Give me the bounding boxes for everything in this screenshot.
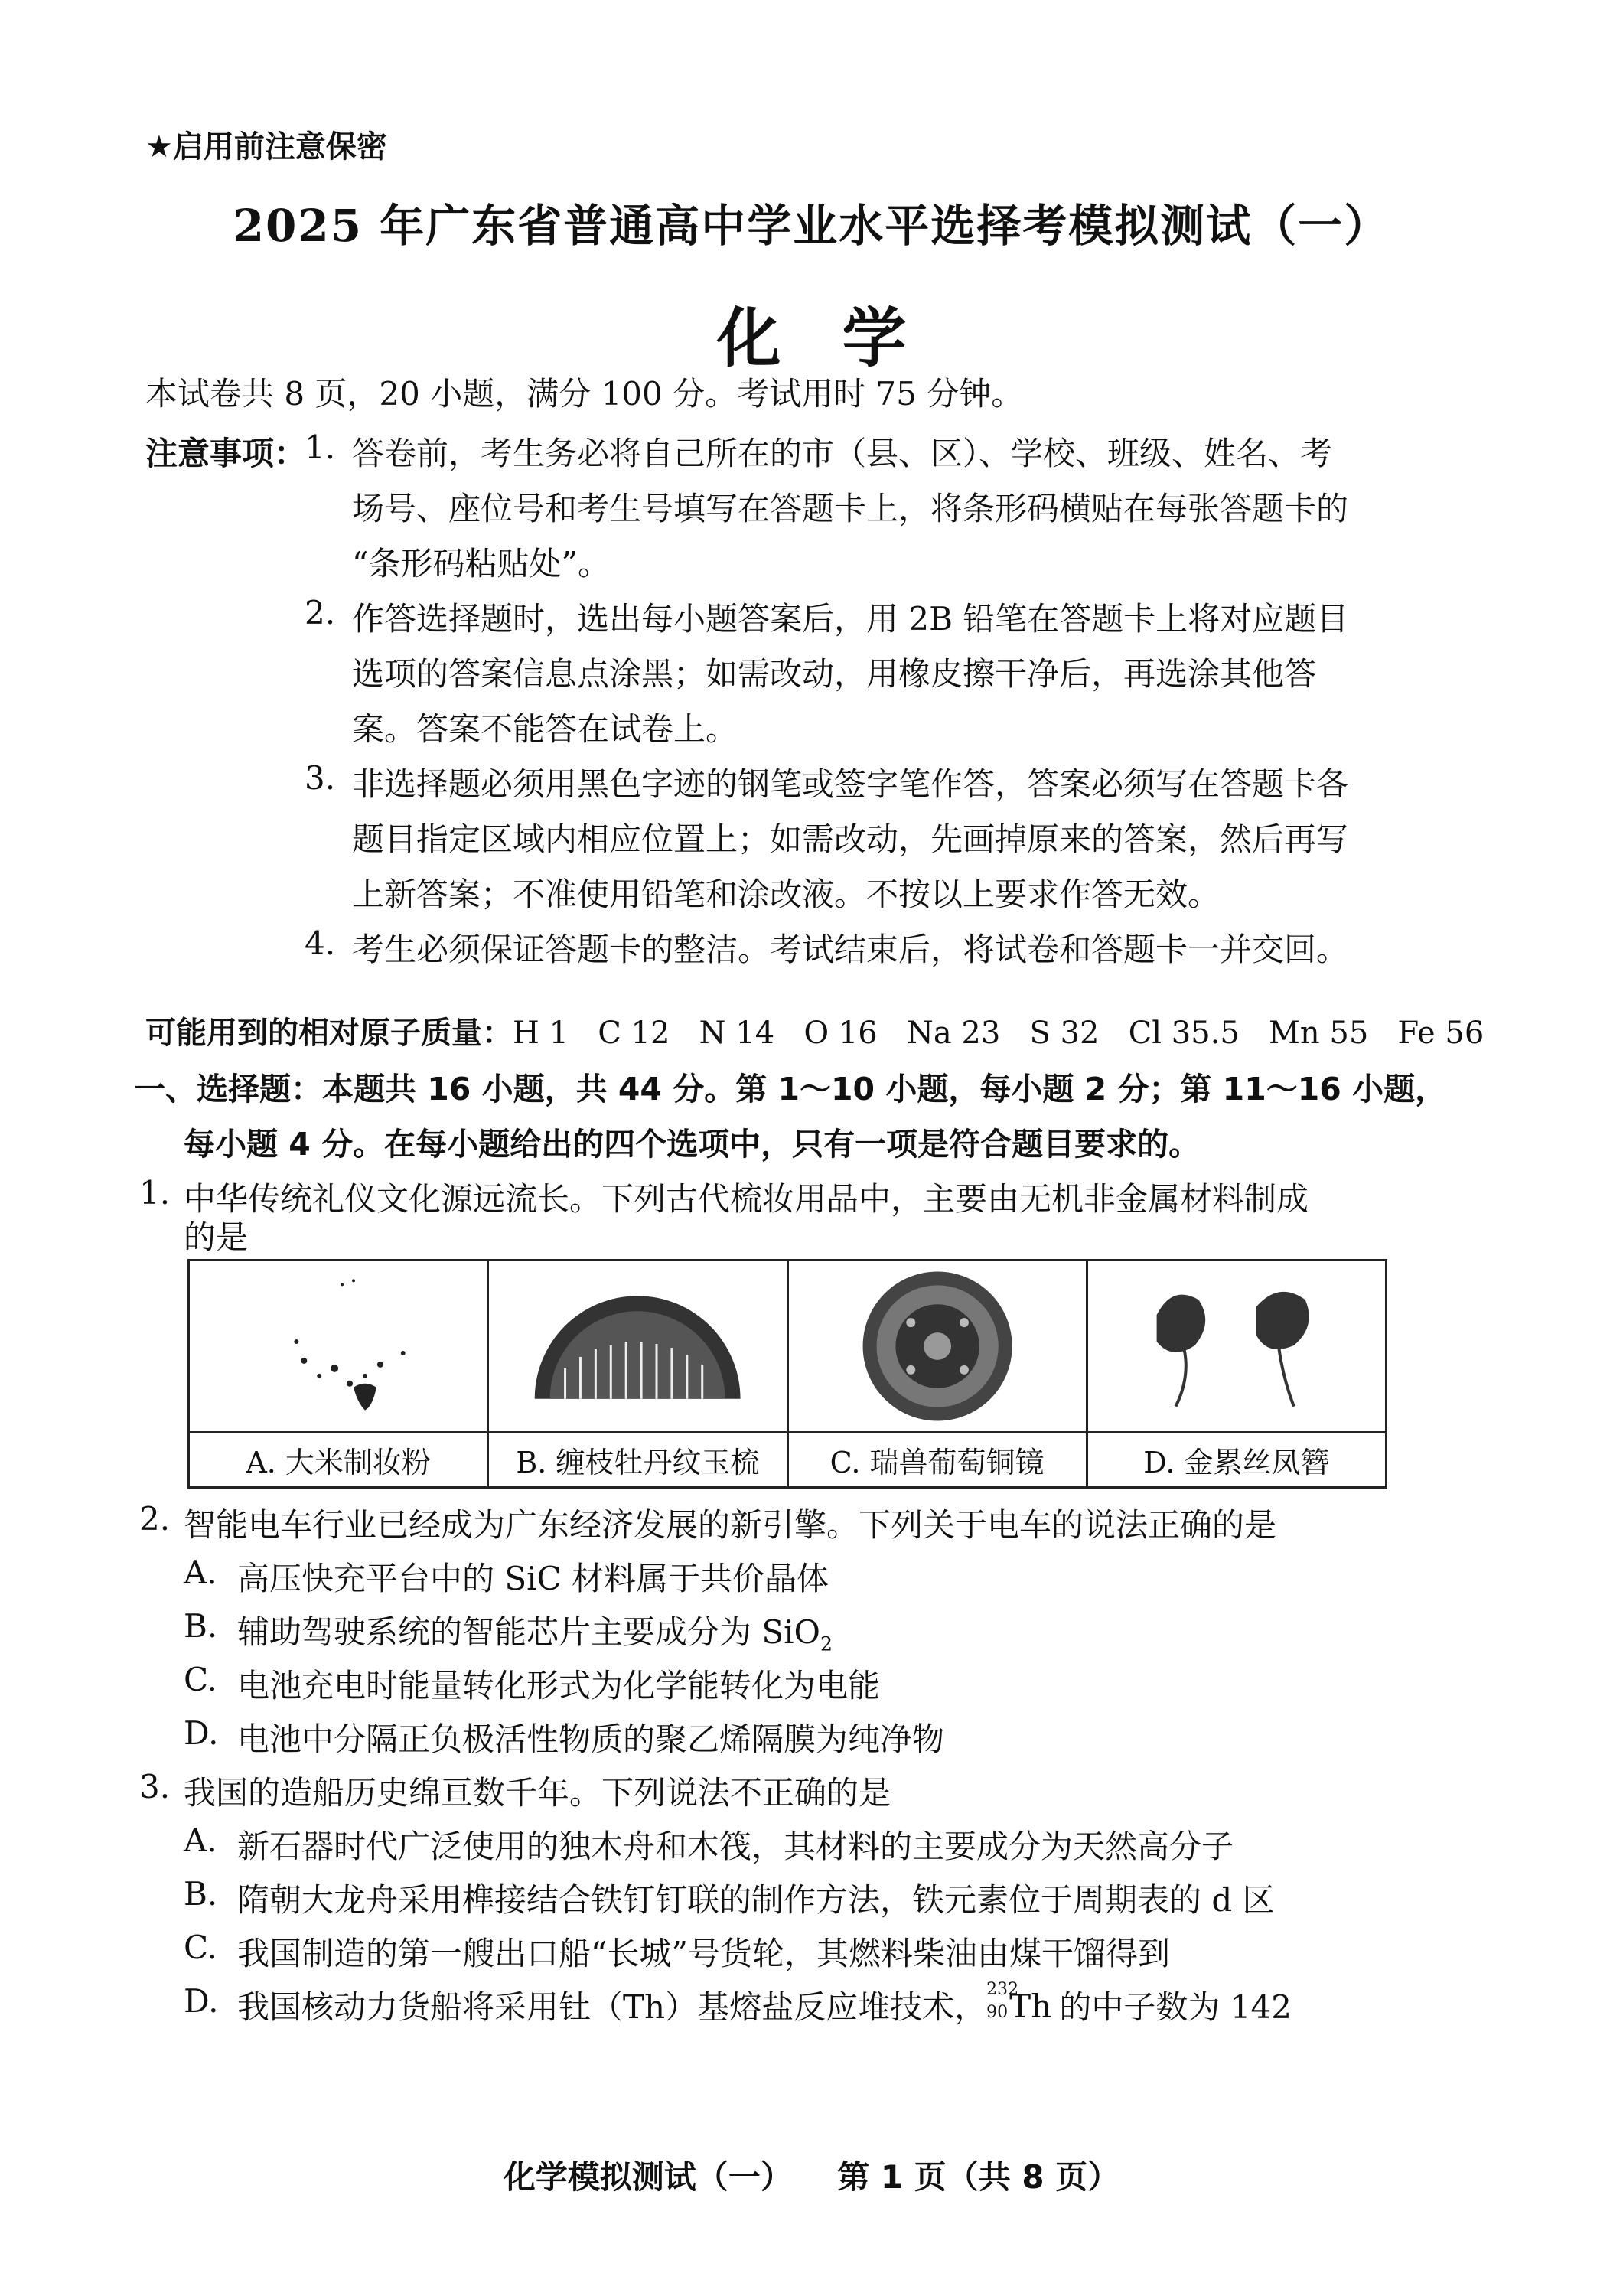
section1-line-2: 每小题 4 分。在每小题给出的四个选项中，只有一项是符合题目要求的。 [184, 1126, 1201, 1163]
q1-option-a-cell [190, 1261, 489, 1486]
gold-hairpin-image [1088, 1261, 1385, 1433]
q1-num: 1. [139, 1174, 171, 1212]
q1-option-c-cell [789, 1261, 1088, 1486]
atomic-mass-values: H 1 C 12 N 14 O 16 Na 23 S 32 Cl 35.5 Mn 55 Fe 56 [513, 1016, 1484, 1051]
q1-image-table [187, 1259, 1387, 1489]
q1-stem-line-2: 的是 [184, 1218, 249, 1256]
q2-option-b-letter: B. [184, 1607, 218, 1645]
q3-stem: 我国的造船历史绵亘数千年。下列说法不正确的是 [184, 1774, 891, 1812]
q3-num: 3. [139, 1768, 171, 1805]
q2-option-a-text: 高压快充平台中的 SiC 材料属于共价晶体 [237, 1560, 829, 1597]
q1-stem-line-1: 中华传统礼仪文化源远流长。下列古代梳妆用品中，主要由无机非金属材料制成 [184, 1180, 1309, 1218]
notice-2-line-1: 作答选择题时，选出每小题答案后，用 2B 铅笔在答题卡上将对应题目 [352, 600, 1349, 638]
q2-stem: 智能电车行业已经成为广东经济发展的新引擎。下列关于电车的说法正确的是 [184, 1506, 1277, 1544]
q3-option-d-text-before: 我国核动力货船将采用钍（Th）基熔盐反应堆技术， [237, 1988, 987, 2026]
q1-option-d-cell [1088, 1261, 1385, 1486]
jade-comb-image [489, 1261, 786, 1433]
q3-option-d-text-after: 的中子数为 142 [1049, 1988, 1292, 2026]
q3-option-a-text: 新石器时代广泛使用的独木舟和木筏，其材料的主要成分为天然高分子 [237, 1828, 1234, 1865]
q2-option-c-letter: C. [184, 1661, 217, 1698]
q1-caption-d: D. 金累丝凤簪 [1143, 1446, 1330, 1479]
q2-option-b-main: 辅助驾驶系统的智能芯片主要成分为 SiO [237, 1613, 820, 1651]
notice-num-1: 1. [305, 429, 336, 466]
q3-option-c-letter: C. [184, 1929, 217, 1966]
q2-num: 2. [139, 1500, 171, 1538]
q2-option-d-letter: D. [184, 1714, 219, 1752]
bronze-mirror-icon [789, 1261, 1086, 1431]
nuclide-symbol: Th [1009, 1988, 1052, 2025]
q2-option-a-letter: A. [184, 1554, 217, 1591]
bronze-mirror-image [789, 1261, 1086, 1433]
rice-powder-icon [190, 1261, 487, 1431]
q2-option-c-text: 电池充电时能量转化形式为化学能转化为电能 [237, 1667, 881, 1704]
q2-option-b-subscript: 2 [820, 1632, 833, 1655]
atomic-mass-line [145, 1009, 1484, 1052]
q3-option-b-text: 隋朝大龙舟采用榫接结合铁钉钉联的制作方法，铁元素位于周期表的 d 区 [237, 1881, 1275, 1919]
q2-option-d-text: 电池中分隔正负极活性物质的聚乙烯隔膜为纯净物 [237, 1720, 945, 1758]
exam-title: 2025 年广东省普通高中学业水平选择考模拟测试（一） [233, 200, 1390, 252]
q1-caption-a: A. 大米制妆粉 [246, 1446, 431, 1479]
notice-label: 注意事项： [145, 435, 307, 472]
q3-option-c-text: 我国制造的第一艘出口船“长城”号货轮，其燃料柴油由煤干馏得到 [237, 1935, 1170, 1972]
q1-caption-b: B. 缠枝牡丹纹玉梳 [516, 1446, 760, 1479]
notice-1-line-1: 答卷前，考生务必将自己所在的市（县、区）、学校、班级、姓名、考 [352, 435, 1333, 472]
nuclide-mass-number: 232 [986, 1980, 1019, 1999]
nuclide-atomic-number: 90 [986, 2003, 1009, 2022]
q3-option-d-text [237, 1982, 1292, 2028]
notice-num-4: 4. [305, 925, 336, 962]
q3-option-a-letter: A. [184, 1821, 217, 1859]
q1-option-b-cell [489, 1261, 788, 1486]
thorium-nuclide [986, 1980, 1052, 2025]
intro-text: 本试卷共 8 页，20 小题，满分 100 分。考试用时 75 分钟。 [145, 375, 1024, 413]
notice-4-line-1: 考生必须保证答题卡的整洁。考试结束后，将试卷和答题卡一并交回。 [352, 931, 1349, 968]
gold-hairpin-icon [1088, 1261, 1385, 1431]
q1-caption-c: C. 瑞兽葡萄铜镜 [829, 1446, 1045, 1479]
rice-powder-image [190, 1261, 487, 1433]
notice-2-line-3: 案。答案不能答在试卷上。 [352, 710, 738, 748]
jade-comb-icon [489, 1261, 786, 1431]
atomic-mass-label: 可能用到的相对原子质量： [145, 1016, 513, 1051]
confidential-label: ★启用前注意保密 [145, 129, 387, 165]
notice-1-line-2: 场号、座位号和考生号填写在答题卡上，将条形码横贴在每张答题卡的 [352, 490, 1349, 527]
q3-option-b-letter: B. [184, 1875, 218, 1913]
notice-2-line-2: 选项的答案信息点涂黑；如需改动，用橡皮擦干净后，再选涂其他答 [352, 655, 1317, 693]
notice-3-line-3: 上新答案；不准使用铅笔和涂改液。不按以上要求作答无效。 [352, 876, 1221, 913]
q2-option-b-text [237, 1607, 833, 1655]
section1-line-1: 一、选择题：本题共 16 小题，共 44 分。第 1～10 小题，每小题 2 分；第 11～16 小题， [134, 1071, 1447, 1107]
subject-title: 化学 [716, 301, 968, 376]
q3-option-d-letter: D. [184, 1982, 219, 2020]
notice-num-2: 2. [305, 594, 336, 631]
notice-3-line-2: 题目指定区域内相应位置上；如需改动，先画掉原来的答案，然后再写 [352, 820, 1349, 858]
notice-num-3: 3. [305, 759, 336, 797]
page-footer: 化学模拟测试（一） 第 1 页（共 8 页） [503, 2158, 1120, 2196]
notice-3-line-1: 非选择题必须用黑色字迹的钢笔或签字笔作答，答案必须写在答题卡各 [352, 765, 1349, 803]
notice-1-line-3: “条形码粘贴处”。 [352, 545, 610, 582]
